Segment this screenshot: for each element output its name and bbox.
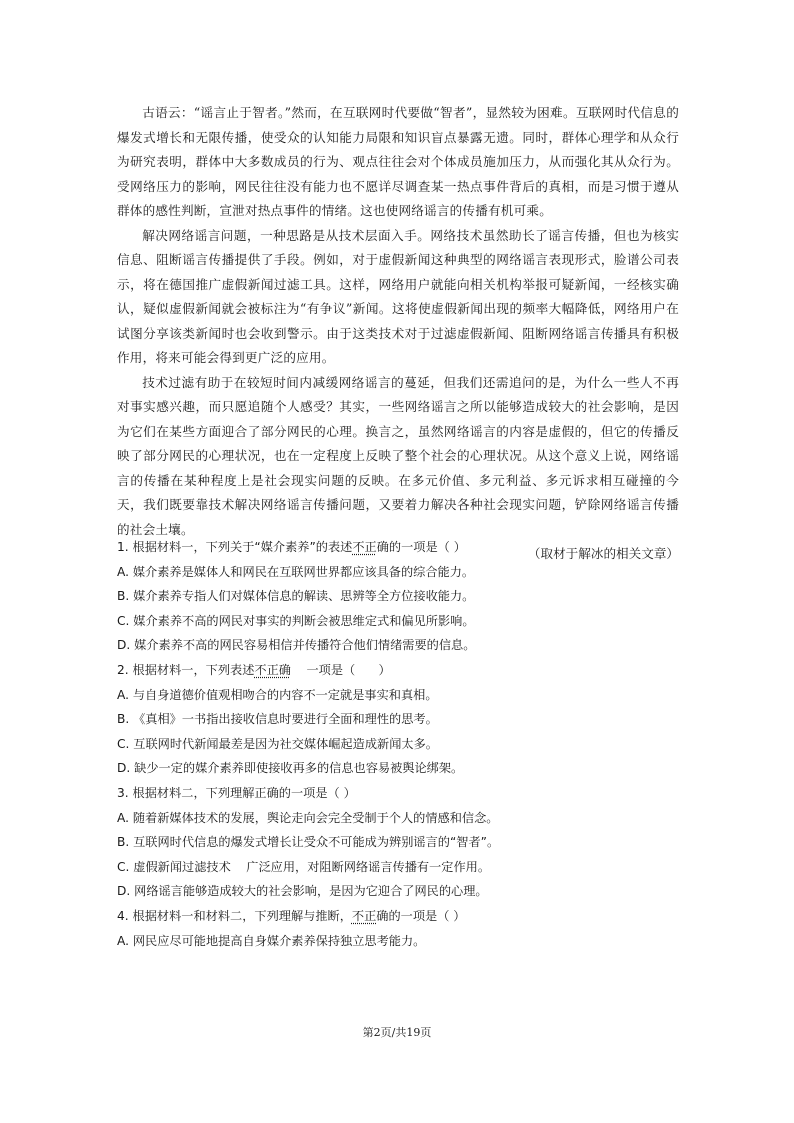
passage-paragraph-1: 古语云：“谣言止于智者。”然而，在互联网时代要做“智者”，显然较为困难。互联网时代信息的爆发式增长和无限传播，使受众的认知能力局限和知识盲点暴露无遗。同时，群体心理学和从众行为研究表明，群体中大多数成员的行为、观点往往会对个体成员施加压力，从而强化其从众行为。受网络压力的影响，网民往往没有能力也不愿详尽调查某一热点事件背后的真相，而是习惯于遵从群体的感性判断，宣泄对热点事件的情绪。这也使网络谣言的传播有机可乘。: [117, 105, 679, 218]
option-a: A. 媒介素养是媒体人和网民在互联网世界都应该具备的综合能力。: [117, 564, 475, 579]
passage-paragraph-2: 解决网络谣言问题，一种思路是从技术层面入手。网络技术虽然助长了谣言传播，但也为核实信息、阻断谣言传播提供了手段。例如，对于虚假新闻这种典型的网络谣言表现形式，脸谱公司表示，将在德国推广虚假新闻过滤工具。这样，网络用户就能向相关机构举报可疑新闻，一经核实确认，疑似虚假新闻就会被标注为“有争议”新闻。这将使虚假新闻出现的频率大幅降低，网络用户在试图分享该类新闻时也会收到警示。由于这类技术对于过滤虚假新闻、阻断网络谣言传播具有积极作用，将来可能会得到更广泛的应用。: [117, 227, 679, 365]
stem-text: 3. 根据材料二，下列理解正确的一项是（ ）: [117, 785, 356, 800]
question-stem: [117, 535, 679, 560]
stem-text: 确的一项是（ ）: [376, 540, 466, 554]
option-d: D. 媒介素养不高的网民容易相信并传播符合他们情绪需要的信息。: [117, 638, 476, 653]
option-c: C. 虚假新闻过滤技术 广泛应用，对阻断网络谣言传播有一定作用。: [117, 859, 491, 874]
page-number: 第2页/共19页: [362, 1026, 432, 1039]
stem-text: 4. 根据材料一和材料二，下列理解与推断，: [117, 908, 352, 923]
option-d: D. 网络谣言能够造成较大的社会影响，是因为它迎合了网民的心理。: [117, 884, 488, 899]
option-a: A. 与自身道德价值观相吻合的内容不一定就是事实和真相。: [117, 687, 438, 702]
passage-source: （取材于解冰的相关文章）: [527, 546, 679, 561]
option-b: B. 媒介素养专指人们对媒体信息的解读、思辨等全方位接收能力。: [117, 589, 475, 604]
stem-text: 一项是（ ）: [290, 662, 391, 677]
question-stem: [117, 658, 679, 683]
option-a: A. 网民应尽可能地提高自身媒介素养保持独立思考能力。: [117, 933, 426, 948]
stem-text: 2. 根据材料一，下列表述: [117, 662, 255, 677]
question-list: [117, 535, 679, 953]
passage-paragraph-3: 技术过滤有助于在较短时间内减缓网络谣言的蔓延，但我们还需追问的是，为什么一些人不再对事实感兴趣，而只愿追随个人感受？其实，一些网络谣言之所以能够造成较大的社会影响，是因为它们在某些方面迎合了部分网民的心理。换言之，虽然网络谣言的内容是虚假的，但它的传播反映了部分网民的心理状况，也在一定程度上反映了整个社会的心理状况。从这个意义上说，网络谣言的传播在某种程度上是社会现实问题的反映。在多元价值、多元利益、多元诉求相互碰撞的今天，我们既要靠技术解决网络谣言传播问题，又要着力解决各种社会现实问题，铲除网络谣言传播的社会土壤。: [117, 374, 679, 537]
stem-text: 1. 根据材料一，下列关于“媒介素养”的表述: [117, 540, 353, 554]
option-c: C. 互联网时代新闻最差是因为社交媒体崛起造成新闻太多。: [117, 736, 438, 751]
question-stem: [117, 904, 679, 929]
question-4: [117, 904, 679, 953]
reading-passage: [117, 101, 679, 567]
emphasis-mark: 不正: [352, 540, 377, 554]
question-2: [117, 658, 679, 781]
question-stem: [117, 781, 679, 806]
option-a: A. 随着新媒体技术的发展，舆论走向会完全受制于个人的情感和信念。: [117, 810, 499, 825]
emphasis-mark: 不正: [351, 908, 377, 923]
option-b: B. 《真相》一书指出接收信息时要进行全面和理性的思考。: [117, 712, 438, 727]
emphasis-mark: 不正确: [254, 662, 291, 677]
question-1: [117, 535, 679, 658]
option-c: C. 媒介素养不高的网民对事实的判断会被思维定式和偏见所影响。: [117, 613, 475, 628]
option-d: D. 缺少一定的媒介素养即使接收再多的信息也容易被舆论绑架。: [117, 761, 464, 776]
stem-text: 确的一项是（ ）: [376, 908, 466, 923]
option-b: B. 互联网时代信息的爆发式增长让受众不可能成为辨别谣言的“智者”。: [117, 835, 500, 850]
question-3: [117, 781, 679, 904]
